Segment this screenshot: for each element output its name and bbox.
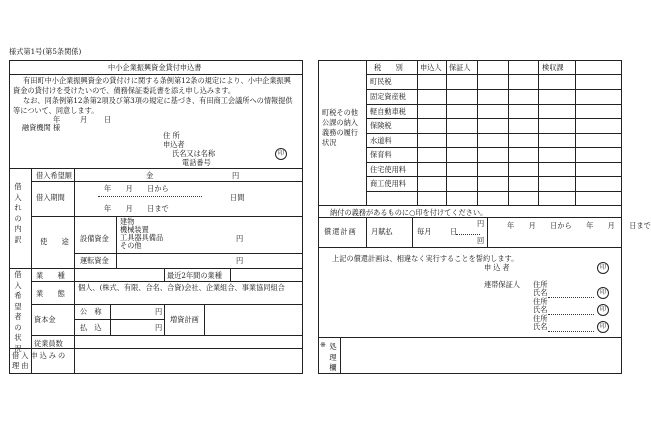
tax-note: 納付の義務があるものに○印を付けてください。 [330,208,488,217]
repayment-day: 日 [450,227,458,236]
tax-row-insurance: 保険税 [370,121,392,130]
equipment-unit: 円 [236,234,244,243]
industry-label: 業 種 [36,271,65,280]
guarantor3-seal-icon: 印 [597,321,609,333]
office-use-label: 処理欄 [329,342,337,372]
repayment-method: 月賦払 [371,227,393,236]
capital-paid-label: 払 込 [80,323,102,332]
inspector-col-header: 検収課 [542,63,564,72]
tax-row-water: 水道料 [370,136,392,145]
pledge-applicant-label: 申込者 [484,263,512,272]
period-days: 日間 [230,193,245,202]
applicant-name-label: 氏名又は名称 [172,149,216,158]
pledge-applicant-seal-icon: 印 [597,262,609,274]
guarantor1-address: 住所 [533,280,548,289]
pledge-text: 上記の償還計画は、相違なく実行することを誓約します。 [332,254,519,263]
tax-row-property: 固定資産税 [370,92,406,101]
operating-label: 運転資金 [80,256,109,265]
amount-unit: 円 [232,171,240,180]
tax-side-label: 町税その他公課の納入義務の履行状況 [322,108,358,147]
intro-paragraph-1: 有田町中小企業振興資金の貸付けに関する条例第12条の規定により、小中企業振興資金の貸付けを受けたいので、債務保証委託書を添え申し込みます。 [13,76,291,95]
intro-paragraph-2: なお、同条例第12条第2項及び第3項の規定に基づき、有田商工会議所への情報提供等について、同意します。 [13,96,293,115]
tax-row-commerce: 商工使用料 [370,179,406,188]
amount-prefix: 金 [146,171,154,180]
tax-col-header: 税 別 [374,63,403,72]
joint-guarantor-label: 連帯保証人 [484,280,520,289]
applicant-seal-icon: 印 [275,148,287,160]
applicant-col-header: 申込人 [420,63,442,72]
capital-public-unit: 円 [155,307,163,316]
equipment-item-other: その他 [120,241,142,250]
tax-row-childcare: 保育料 [370,150,392,159]
equipment-label: 設備資金 [80,234,109,243]
office-use-mark: ※ [320,340,327,349]
period-from: 年 月 日から [104,184,169,193]
employees-label: 従業員数 [34,339,63,348]
period-label: 借入期間 [36,193,65,202]
repayment-label: 償還計画 [324,227,357,236]
applicant-phone-label: 電話番号 [182,158,211,167]
form-label: 業 態 [36,289,65,298]
guarantor2-seal-icon: 印 [597,304,609,316]
equipment-item-building: 建物 [120,217,135,226]
guarantor3-name: 氏名 [533,322,548,331]
form-text: 個人、(株式、有限、合名、合資)会社、企業組合、事業協同組合 [78,283,285,292]
date-day: 日 [104,115,112,124]
applicant-role-label: 申込者 [163,140,185,149]
tax-row-municipal: 町民税 [370,77,392,86]
guarantor3-address: 住所 [533,314,548,323]
repayment-yen: 円 [477,219,485,228]
form-title: 中小企業振興資金貸付申込書 [108,63,202,72]
capital-public-label: 公 称 [80,307,102,316]
guarantor-col-header: 保証人 [449,63,471,72]
reason-label: 借入申込みの理由 [12,351,68,370]
guarantor1-name: 氏名 [533,288,548,297]
applicant-address-label: 住 所 [163,131,180,140]
date-year: 年 [53,115,61,124]
repayment-times: 回 [477,236,485,245]
capital-paid-unit: 円 [155,323,163,332]
recent-years-label: 最近2年間の業種 [167,271,222,280]
repayment-monthly: 毎月 [417,227,432,236]
tax-row-light-vehicle: 軽自動車税 [370,107,406,116]
period-to: 年 月 日まで [104,204,169,213]
repayment-period: 年 月 日から 年 月 日まで [507,221,651,230]
increase-plan-label: 増資計画 [170,315,199,324]
use-label: 使 途 [40,237,69,246]
guarantor2-name: 氏名 [533,305,548,314]
guarantor1-seal-icon: 印 [597,287,609,299]
equipment-item-tools: 工具器具備品 [120,233,164,242]
loan-breakdown-side-label: 借入れの内訳 [14,182,22,244]
applicant-status-side-label: 借入希望者の状況 [14,270,22,353]
equipment-item-machinery: 機械装置 [120,225,149,234]
desired-amount-label: 借入希望額 [36,171,72,180]
form-number: 様式第1号(第5条関係) [9,47,82,56]
tax-row-housing: 住宅使用料 [370,165,406,174]
operating-unit: 円 [236,256,244,265]
date-month: 月 [80,115,88,124]
addressee: 融資機関 様 [22,123,61,132]
capital-label: 資本金 [34,315,56,324]
guarantor2-address: 住所 [533,297,548,306]
